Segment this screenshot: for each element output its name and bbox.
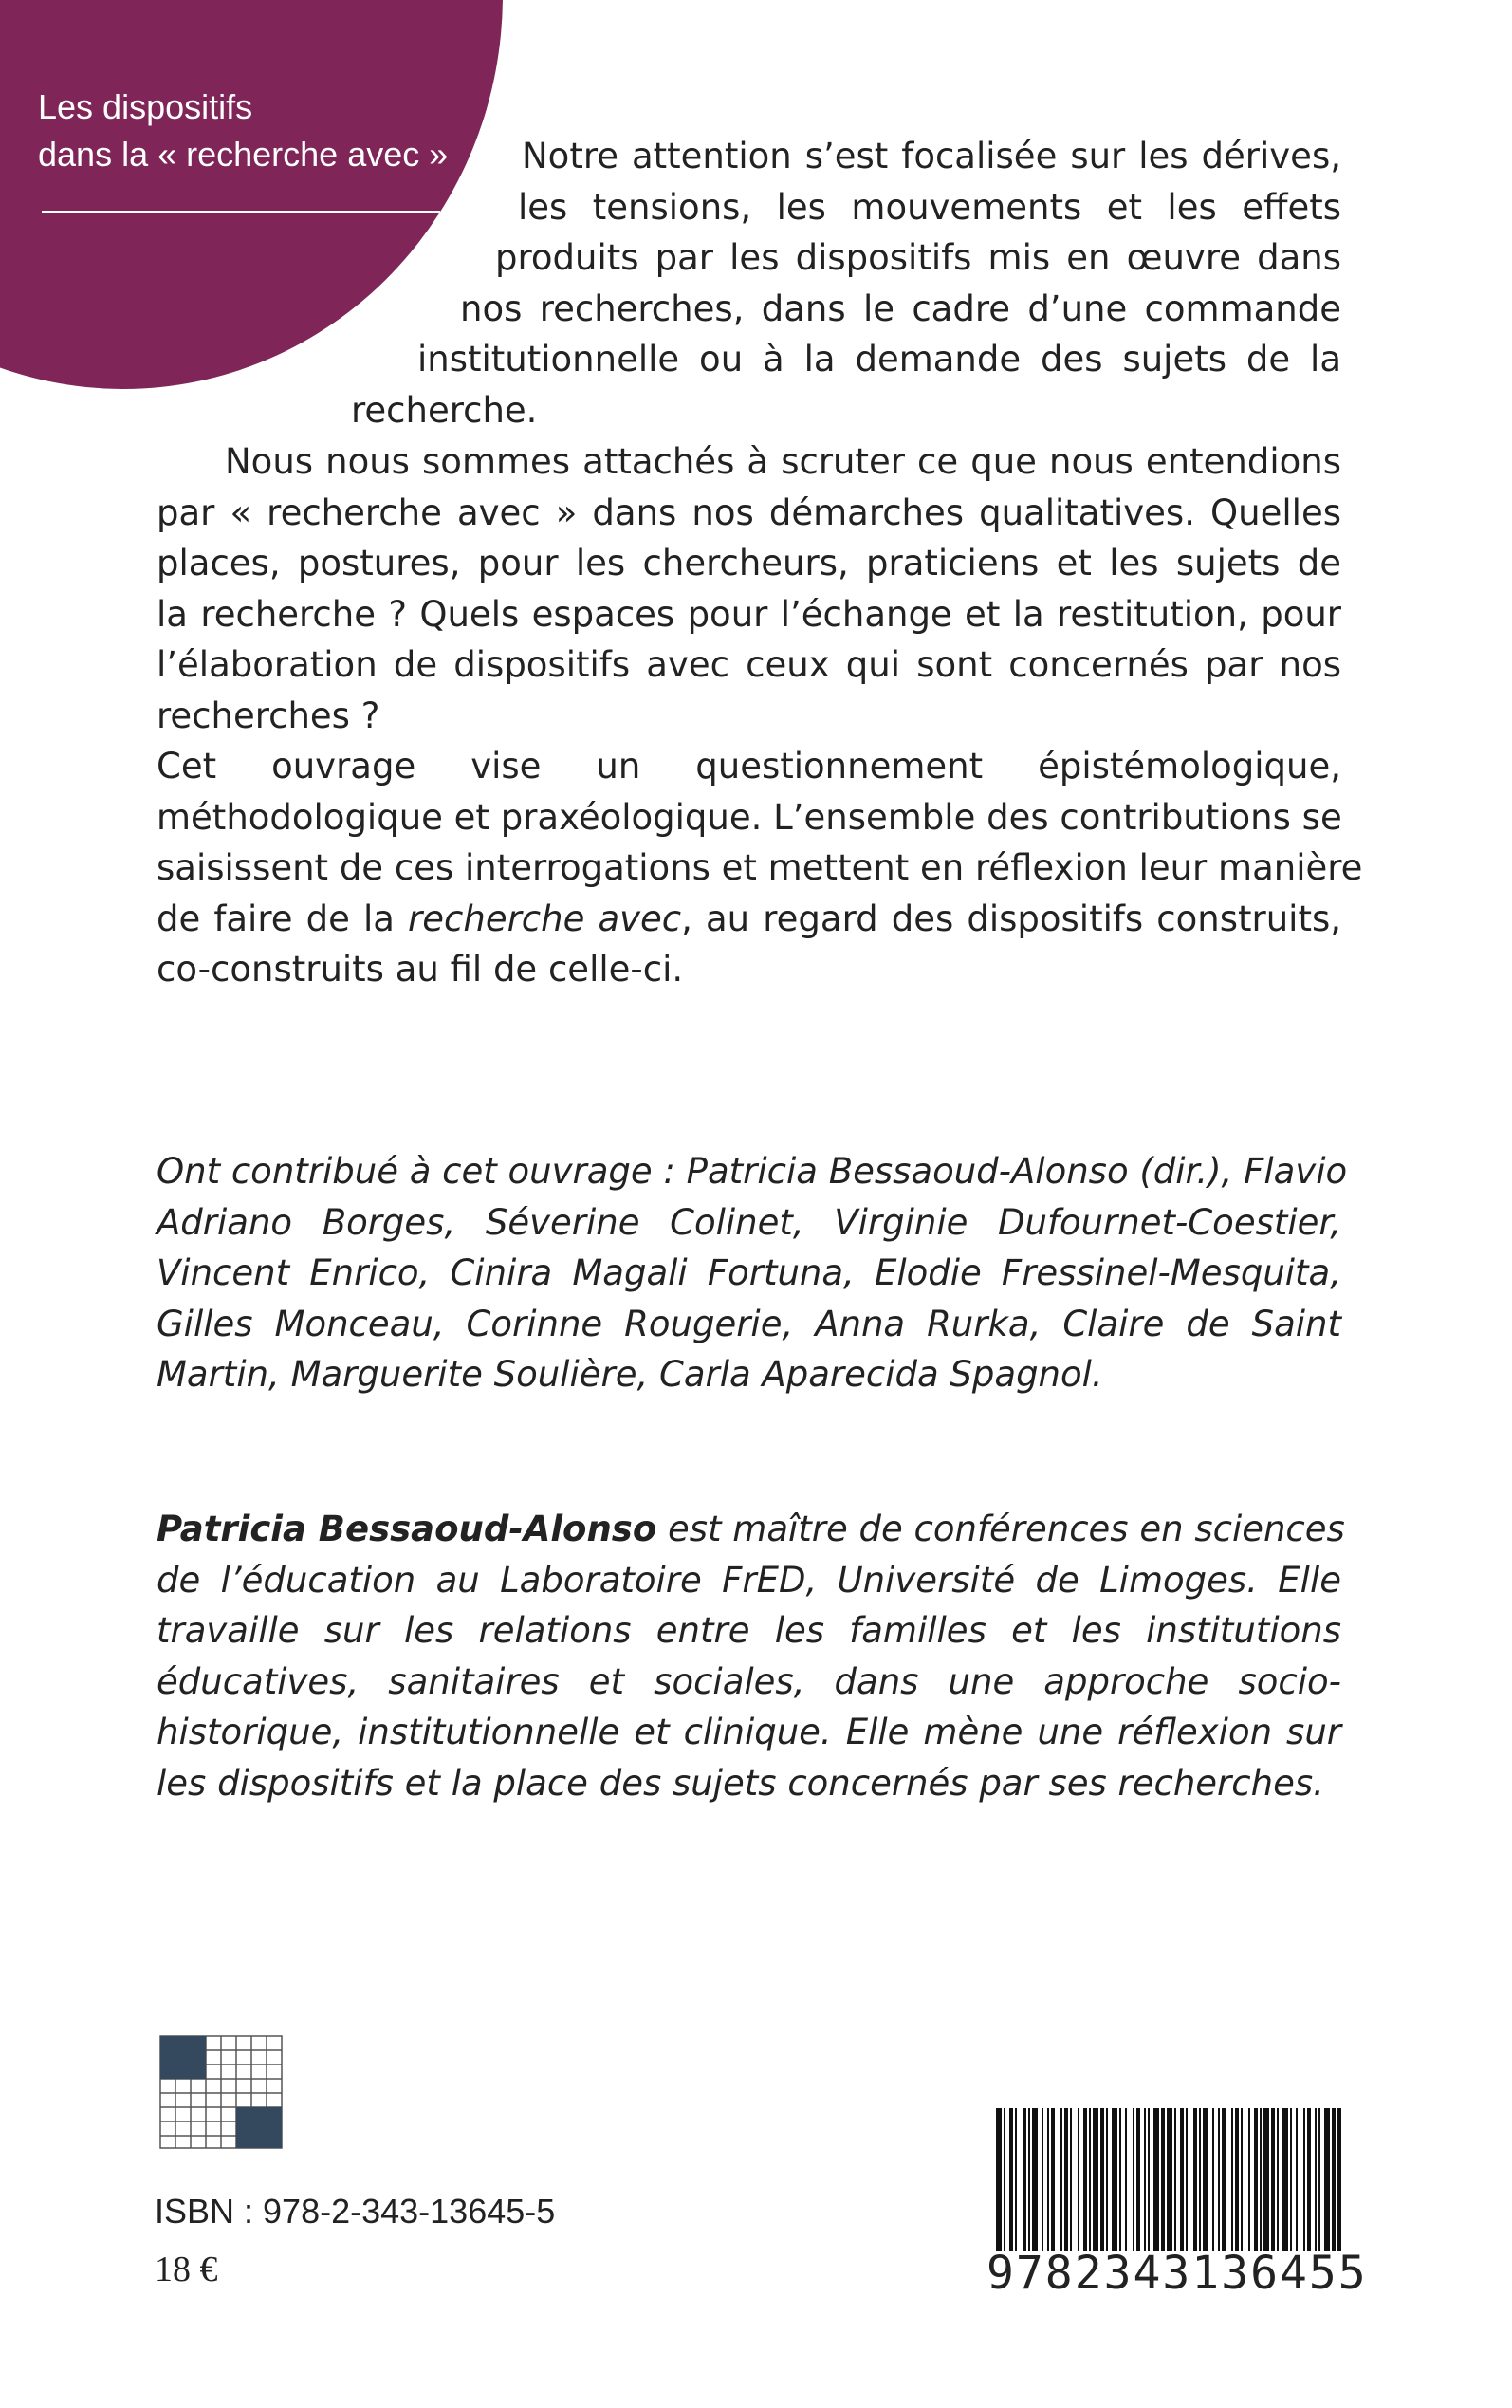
text-line: nos recherches, dans le cadre d’une commande (460, 287, 1341, 329)
text-line: les tensions, les mouvements et les effets (518, 186, 1341, 228)
text-line: de l’éducation au Laboratoire FrED, Université de Limoges. Elle (157, 1559, 1341, 1601)
barcode-bar (1136, 2108, 1140, 2251)
barcode-bar (1015, 2108, 1017, 2251)
barcode-bar (1203, 2108, 1208, 2251)
barcode-bar (1218, 2108, 1220, 2251)
text-line: les dispositifs et la place des sujets concernés par ses recherches. (157, 1762, 1324, 1804)
barcode-bar (1032, 2108, 1038, 2251)
barcode-bar (1093, 2108, 1098, 2251)
barcode-bar (1222, 2108, 1226, 2251)
text-line: places, postures, pour les chercheurs, praticiens et les sujets de (157, 543, 1341, 583)
text-line: l’élaboration de dispositifs avec ceux qui sont concernés par nos (157, 644, 1341, 685)
text-line: Vincent Enrico, Cinira Magali Fortuna, Elodie Fressinel-Mesquita, (157, 1252, 1341, 1293)
barcode-bar (1161, 2108, 1165, 2251)
barcode-bar (1199, 2108, 1201, 2251)
barcode-bar (1180, 2108, 1184, 2251)
text-line: produits par les dispositifs mis en œuvre dans (495, 237, 1341, 278)
text-segment: de faire de la (157, 898, 409, 939)
barcode-bar (1106, 2108, 1108, 2251)
text-line: recherches ? (157, 695, 380, 736)
barcode-bar (1112, 2108, 1117, 2251)
text-line: recherche. (351, 389, 538, 431)
barcode-bar (1042, 2108, 1043, 2251)
barcode-bar (1083, 2108, 1087, 2251)
barcode-bar (1148, 2108, 1150, 2251)
contributors-paragraph (157, 1146, 1348, 1400)
italic-term: recherche avec (408, 898, 682, 939)
barcode-bar (1254, 2108, 1258, 2251)
barcode-bar (1231, 2108, 1233, 2251)
barcode-bar (1070, 2108, 1072, 2251)
barcode-bar (1078, 2108, 1079, 2251)
barcode-bar (1260, 2108, 1262, 2251)
barcode-bar (1296, 2108, 1298, 2251)
text-line (157, 894, 1341, 945)
text-line: co-construits au fil de celle-ci. (157, 949, 684, 990)
author-bio (157, 1504, 1345, 1808)
text-line (157, 1504, 1345, 1555)
intro-paragraph (0, 131, 1341, 435)
barcode-bar (1332, 2108, 1336, 2251)
barcode-bar (1064, 2108, 1068, 2251)
barcode-bar (1133, 2108, 1134, 2251)
barcode-bar (1089, 2108, 1091, 2251)
barcode-bar (1193, 2108, 1197, 2251)
barcode-bar (1028, 2108, 1030, 2251)
barcode-bar (1263, 2108, 1269, 2251)
text-line: Gilles Monceau, Corinne Rougerie, Anna Rurka, Claire de Saint (157, 1303, 1341, 1344)
barcode-bar (1167, 2108, 1172, 2251)
text-line: la recherche ? Quels espaces pour l’échange et la restitution, pour (157, 593, 1341, 635)
text-line: Nous nous sommes attachés à scruter ce que nous entendions (225, 441, 1341, 482)
barcode-bar (1271, 2108, 1275, 2251)
barcode-bar (1241, 2108, 1243, 2251)
text-line: Martin, Marguerite Soulière, Carla Aparecida Spagnol. (157, 1354, 1103, 1395)
barcode-bar (1186, 2108, 1188, 2251)
text-line: historique, institutionnelle et clinique. Elle mène une réflexion sur (157, 1712, 1341, 1752)
barcode-bar (1248, 2108, 1250, 2251)
publisher-logo-icon (159, 2035, 283, 2149)
series-title-line: Les dispositifs (38, 87, 253, 126)
text-line: saisissent de ces interrogations et mettent en réflexion leur manière (157, 847, 1363, 888)
barcode-bar (1153, 2108, 1159, 2251)
barcode-bar (1023, 2108, 1026, 2251)
text-line: Cet ouvrage vise un questionnement épistémologique, (157, 746, 1341, 787)
series-title-line: dans la « recherche avec » (38, 135, 449, 174)
barcode-bar (1277, 2108, 1279, 2251)
text-line: par « recherche avec » dans nos démarches qualitatives. Quelles (157, 491, 1341, 533)
barcode-bar (1060, 2108, 1062, 2251)
barcode-bar (1212, 2108, 1214, 2251)
text-line: Notre attention s’est focalisée sur les dérives, (522, 136, 1341, 176)
barcode-bar (1315, 2108, 1317, 2251)
barcode-bar (1235, 2108, 1239, 2251)
author-name: Patricia Bessaoud-Alonso (157, 1509, 657, 1549)
text-line: Adriano Borges, Séverine Colinet, Virginie Dufournet-Coestier, (157, 1201, 1341, 1243)
barcode-bar (1290, 2108, 1292, 2251)
price: 18 € (155, 2250, 218, 2289)
text-line: travaille sur les relations entre les familles et les institutions (157, 1610, 1341, 1651)
barcode-bar (1318, 2108, 1320, 2251)
barcode-bar (1009, 2108, 1013, 2251)
text-line: Ont contribué à cet ouvrage : Patricia Bessaoud-Alonso (dir.), Flavio (157, 1151, 1348, 1192)
barcode-bar (1125, 2108, 1127, 2251)
text-line: éducatives, sanitaires et sociales, dans une approche socio- (157, 1660, 1341, 1702)
barcode-bar (996, 2108, 1002, 2251)
isbn: ISBN : 978-2-343-13645-5 (155, 2192, 556, 2231)
text-line: institutionnelle ou à la demande des sujets de la (417, 339, 1341, 380)
body-paragraph (157, 436, 1363, 995)
barcode-bar (1119, 2108, 1121, 2251)
text-segment: , au regard des dispositifs construits, (681, 898, 1341, 939)
barcode-bar (1144, 2108, 1146, 2251)
text-segment: est maître de conférences en sciences (656, 1509, 1345, 1549)
barcode-bar (1282, 2108, 1288, 2251)
barcode-bar (1047, 2108, 1049, 2251)
barcode-bar (1307, 2108, 1311, 2251)
barcode-bar (1337, 2108, 1341, 2251)
barcode-bar (1174, 2108, 1176, 2251)
barcode-bar (1004, 2108, 1005, 2251)
barcode-bar (1324, 2108, 1330, 2251)
barcode-bar (1100, 2108, 1104, 2251)
barcode-bar (1051, 2108, 1055, 2251)
barcode-bar (1303, 2108, 1305, 2251)
text-line: méthodologique et praxéologique. L’ensemble des contributions se (157, 796, 1342, 838)
barcode-digits: 9782343136455 (986, 2247, 1368, 2300)
